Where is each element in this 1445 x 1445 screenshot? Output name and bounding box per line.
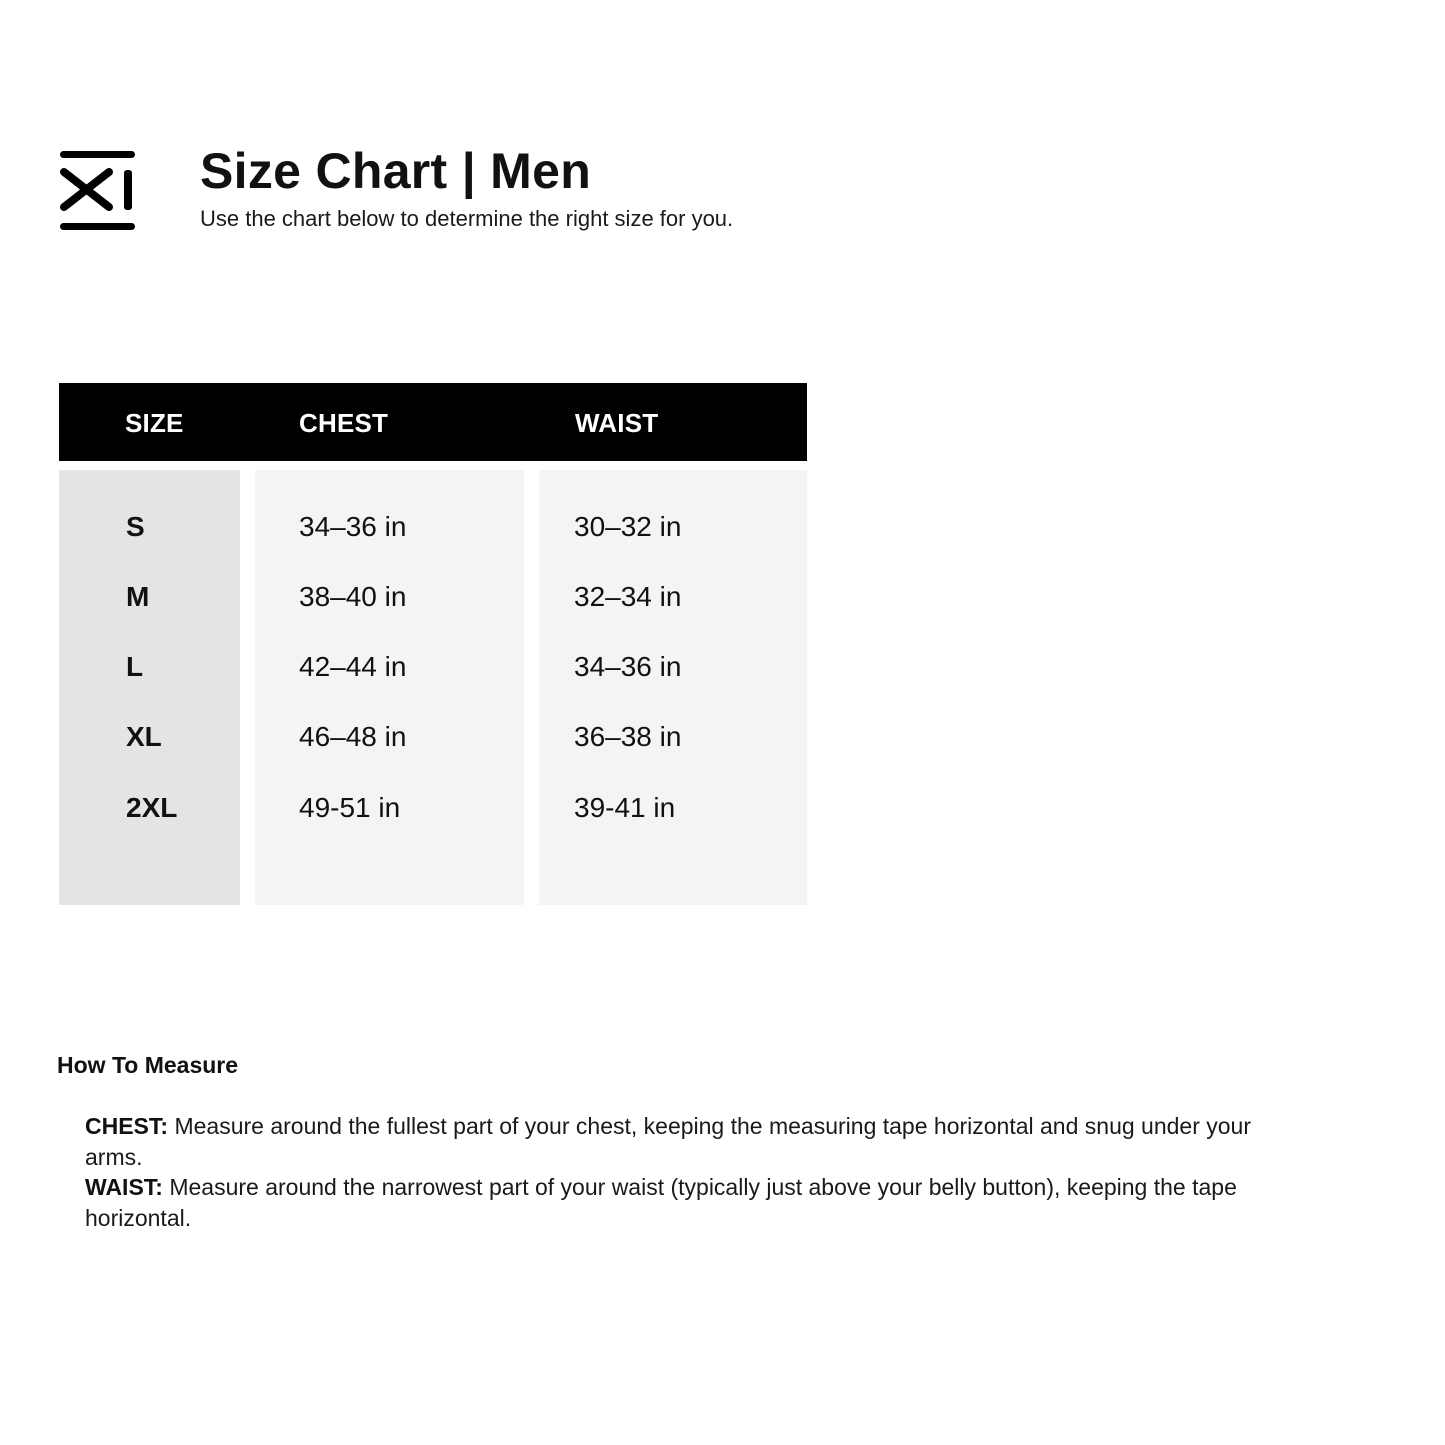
chest-cell: 38–40 in [299,581,407,612]
waist-instruction-label: WAIST: [85,1174,163,1200]
size-cell: L [126,651,144,682]
chest-cell: 34–36 in [299,511,407,542]
page-title: Size Chart | Men [200,143,592,199]
xi-logo-icon [58,150,138,234]
waist-cell: 30–32 in [574,511,682,542]
waist-cell: 39-41 in [574,792,676,823]
size-cell: 2XL [126,792,178,823]
size-cell: XL [126,721,162,752]
chest-cell: 49-51 in [299,792,401,823]
how-to-measure-heading: How To Measure [57,1052,239,1078]
size-column [59,470,240,905]
header-waist: WAIST [575,408,659,438]
size-table-header [59,383,807,461]
chest-instruction-label: CHEST: [85,1113,169,1139]
chest-cell: 46–48 in [299,721,407,752]
chest-instruction-text: Measure around the fullest part of your chest, keeping the measuring tape horizontal and snug under your arms. [85,1113,1252,1170]
waist-instruction-text: Measure around the narrowest part of your waist (typically just above your belly button), keeping the tape horizontal. [85,1174,1237,1231]
waist-cell: 32–34 in [574,581,682,612]
waist-cell: 34–36 in [574,651,682,682]
header-size: SIZE [125,408,184,438]
waist-cell: 36–38 in [574,721,682,752]
chest-instruction [85,1111,1255,1172]
header-chest: CHEST [299,408,389,438]
size-cell: S [126,511,145,542]
chest-column [255,470,524,905]
size-cell: M [126,581,150,612]
waist-instruction [85,1172,1255,1233]
chest-cell: 42–44 in [299,651,407,682]
page-subtitle: Use the chart below to determine the right size for you. [200,206,734,231]
waist-column [539,470,807,905]
